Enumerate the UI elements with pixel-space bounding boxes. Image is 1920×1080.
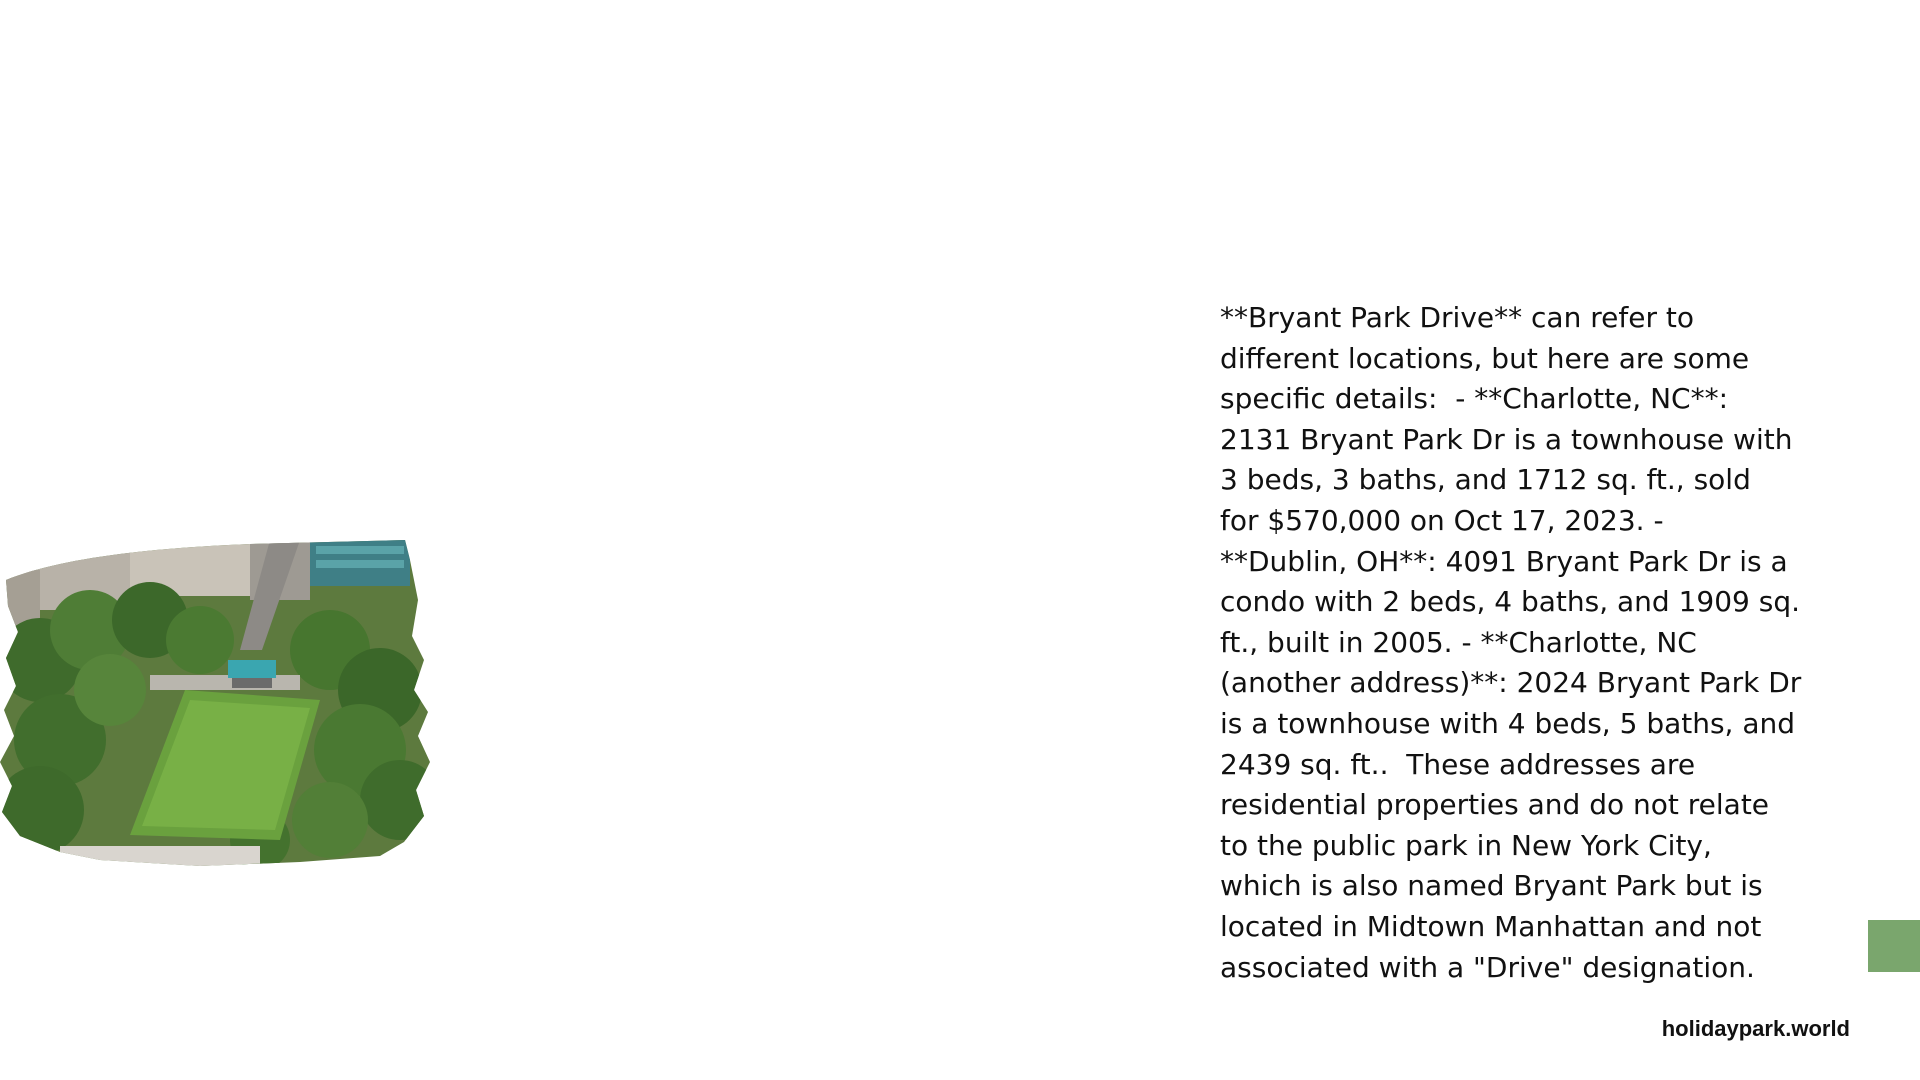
accent-square [1868, 920, 1920, 972]
description-line: located in Midtown Manhattan and not [1220, 909, 1762, 943]
description-line: to the public park in New York City, [1220, 828, 1712, 862]
description-line: **Bryant Park Drive** can refer to [1220, 301, 1694, 334]
description-line: different locations, but here are some [1220, 341, 1750, 375]
description-line: which is also named Bryant Park but is [1220, 869, 1763, 903]
park-photo [0, 540, 440, 870]
description-line: 2131 Bryant Park Dr is a townhouse with [1220, 422, 1793, 456]
description-line: condo with 2 beds, 4 baths, and 1909 sq. [1220, 585, 1801, 619]
description-line: **Dublin, OH**: 4091 Bryant Park Dr is a [1220, 544, 1788, 578]
description-line: (another address)**: 2024 Bryant Park Dr [1220, 666, 1802, 700]
description-line: is a townhouse with 4 beds, 5 baths, and [1220, 706, 1796, 740]
description-line: 3 beds, 3 baths, and 1712 sq. ft., sold [1220, 463, 1751, 497]
description-line: specific details: - **Charlotte, NC**: [1220, 382, 1729, 416]
description-line: 2439 sq. ft.. These addresses are [1220, 747, 1696, 781]
description-text [1220, 298, 1820, 988]
brand-watermark[interactable]: holidaypark.world [1661, 1016, 1850, 1041]
description-line: for $570,000 on Oct 17, 2023. - [1220, 503, 1664, 537]
description-line: ft., built in 2005. - **Charlotte, NC [1220, 625, 1697, 659]
description-line: associated with a "Drive" designation. [1220, 950, 1755, 984]
description-line: residential properties and do not relate [1220, 788, 1770, 822]
